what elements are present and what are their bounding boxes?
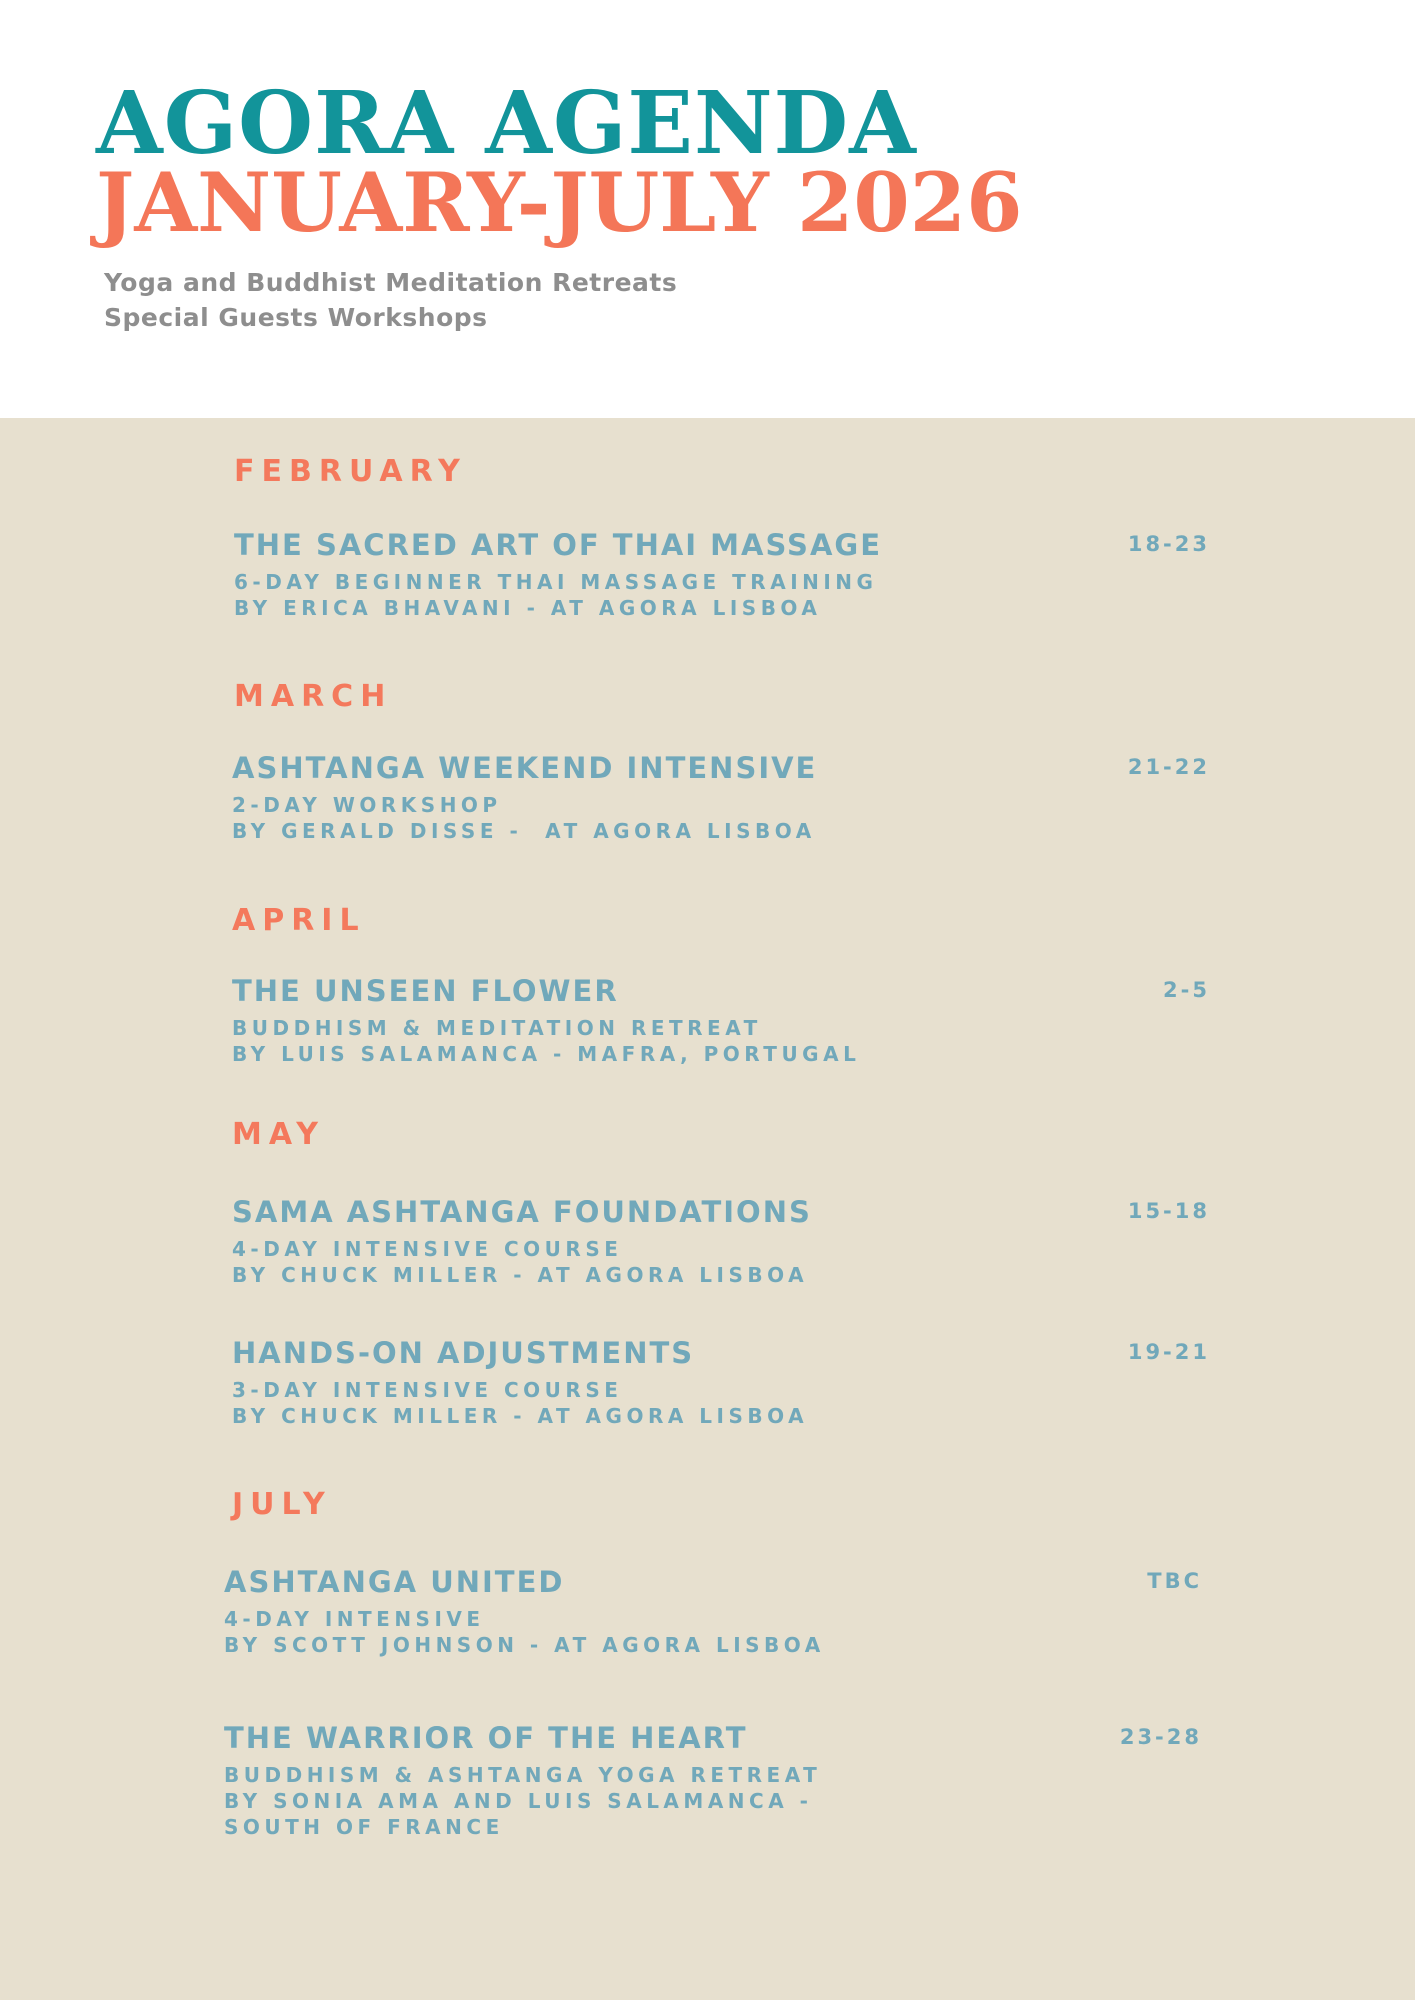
event-host-warrior-heart: BY SONIA AMA AND LUIS SALAMANCA - (224, 1789, 813, 1813)
event-host-ashtanga-weekend: BY GERALD DISSE - AT AGORA LISBOA (232, 819, 816, 843)
event-detail-sama-ashtanga: 4-DAY INTENSIVE COURSE (232, 1237, 623, 1261)
event-date-unseen-flower: 2-5 (1163, 978, 1210, 1002)
event-date-thai-massage: 18-23 (1127, 532, 1210, 556)
month-heading-july: JULY (232, 1487, 332, 1522)
month-heading-may: MAY (232, 1117, 325, 1152)
event-title-ashtanga-weekend: ASHTANGA WEEKEND INTENSIVE (232, 751, 818, 785)
page-title: AGORA AGENDA (96, 73, 917, 174)
event-host-ashtanga-united: BY SCOTT JOHNSON - AT AGORA LISBOA (224, 1633, 825, 1657)
event-date-sama-ashtanga: 15-18 (1127, 1199, 1210, 1223)
event-title-unseen-flower: THE UNSEEN FLOWER (232, 974, 619, 1008)
event-title-thai-massage: THE SACRED ART OF THAI MASSAGE (234, 528, 883, 562)
event-detail-warrior-heart: BUDDHISM & ASHTANGA YOGA RETREAT (224, 1763, 822, 1787)
event-location-warrior-heart: SOUTH OF FRANCE (224, 1815, 504, 1839)
event-title-ashtanga-united: ASHTANGA UNITED (224, 1565, 565, 1599)
event-host-hands-on: BY CHUCK MILLER - AT AGORA LISBOA (232, 1404, 809, 1428)
event-detail-ashtanga-weekend: 2-DAY WORKSHOP (232, 793, 502, 817)
subtitle-line-1: Yoga and Buddhist Meditation Retreats (104, 268, 678, 297)
page-date-range: JANUARY-JULY 2026 (96, 156, 1023, 251)
event-detail-hands-on: 3-DAY INTENSIVE COURSE (232, 1378, 623, 1402)
event-title-warrior-heart: THE WARRIOR OF THE HEART (224, 1721, 748, 1755)
month-heading-march: MARCH (234, 679, 393, 714)
event-detail-ashtanga-united: 4-DAY INTENSIVE (224, 1607, 485, 1631)
event-host-thai-massage: BY ERICA BHAVANI - AT AGORA LISBOA (234, 596, 822, 620)
event-date-hands-on: 19-21 (1127, 1340, 1210, 1364)
event-date-warrior-heart: 23-28 (1119, 1725, 1202, 1749)
event-host-unseen-flower: BY LUIS SALAMANCA - MAFRA, PORTUGAL (232, 1042, 861, 1066)
event-date-ashtanga-weekend: 21-22 (1127, 755, 1210, 779)
event-title-sama-ashtanga: SAMA ASHTANGA FOUNDATIONS (232, 1195, 812, 1229)
event-date-ashtanga-united: TBC (1147, 1569, 1202, 1593)
page-header (0, 0, 1415, 418)
event-host-sama-ashtanga: BY CHUCK MILLER - AT AGORA LISBOA (232, 1263, 809, 1287)
event-title-hands-on: HANDS-ON ADJUSTMENTS (232, 1336, 695, 1370)
event-detail-unseen-flower: BUDDHISM & MEDITATION RETREAT (232, 1016, 762, 1040)
subtitle-line-2: Special Guests Workshops (104, 303, 488, 332)
month-heading-february: FEBRUARY (234, 454, 467, 489)
month-heading-april: APRIL (232, 903, 366, 938)
event-detail-thai-massage: 6-DAY BEGINNER THAI MASSAGE TRAINING (234, 570, 878, 594)
